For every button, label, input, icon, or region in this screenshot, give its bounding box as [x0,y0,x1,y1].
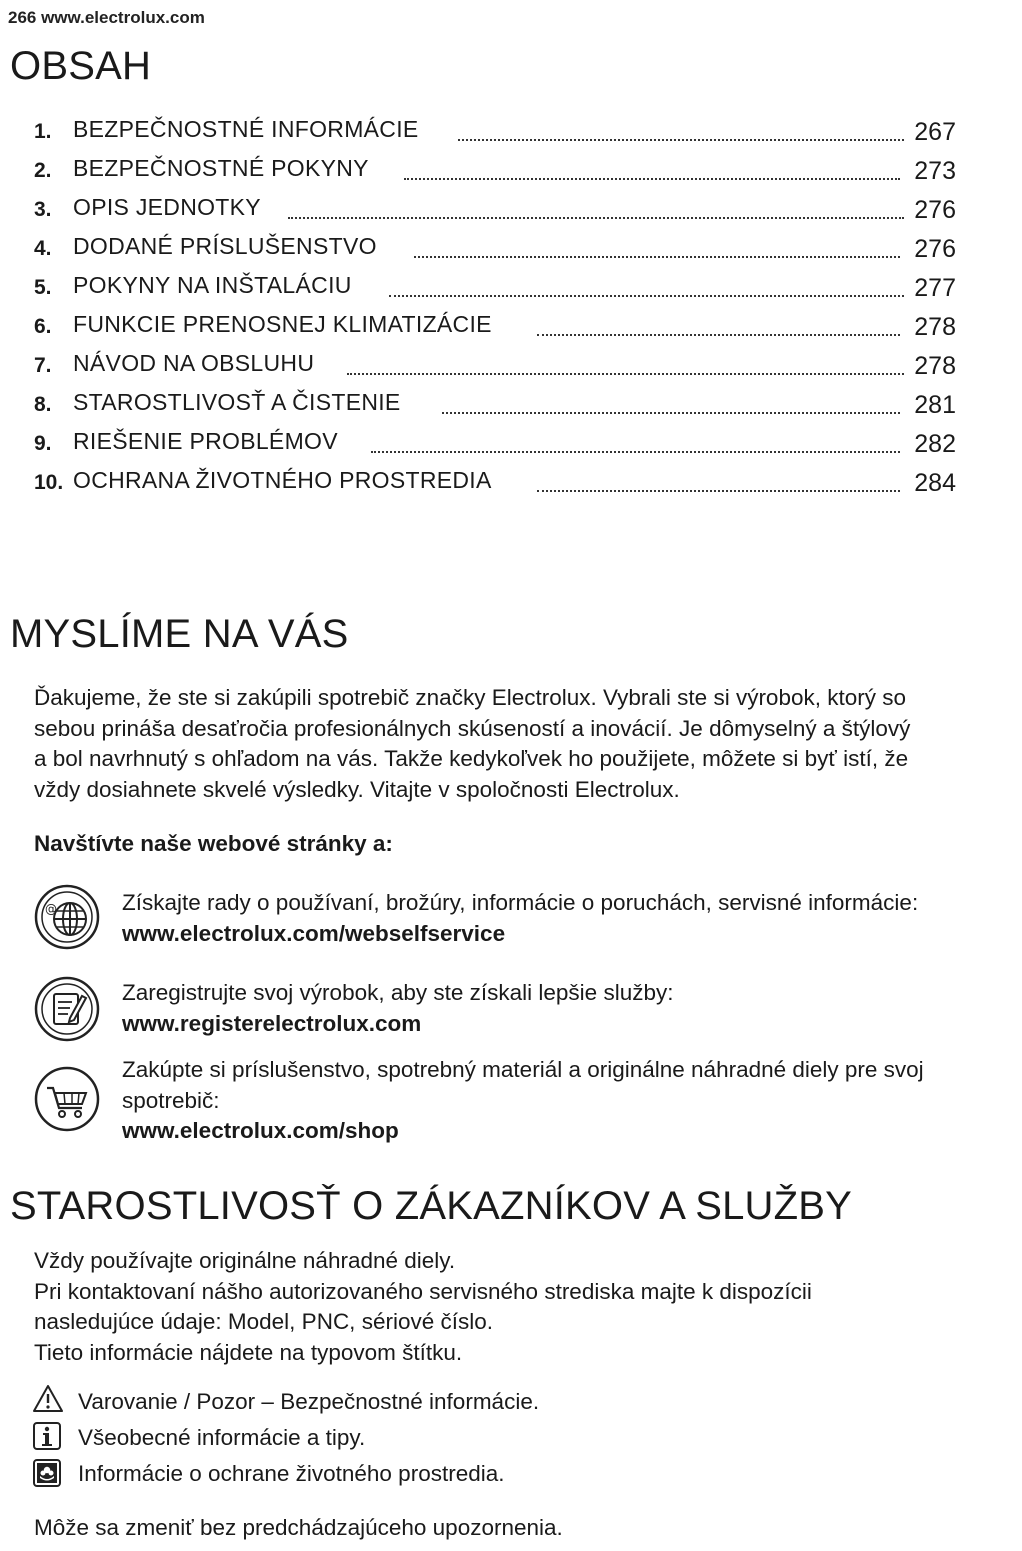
care-line: Vždy používajte originálne náhradné diely. [34,1248,456,1273]
toc-dot-leader [347,359,904,375]
toc-entry-page: 276 [914,196,956,224]
legend-warning-text: Varovanie / Pozor – Bezpečnostné informácie. [78,1389,540,1414]
link-description: Získajte rady o používaní, brožúry, informácie o poruchách, servisné informácie: [122,890,919,915]
toc-entry-number: 8. [34,393,52,416]
toc-entry[interactable] [34,229,956,265]
info-icon [32,1421,64,1451]
toc-entry-number: 3. [34,198,52,221]
toc-dot-leader [442,398,900,414]
toc-entry-title: POKYNY NA INŠTALÁCIU [73,272,352,298]
link-description: Zaregistrujte svoj výrobok, aby ste získali lepšie služby: [122,980,674,1005]
link-item-webselfservice [122,888,1022,949]
register-document-icon [34,976,100,1042]
intro-line: vždy dosiahnete skvelé výsledky. Vitajte v spoločnosti Electrolux. [34,776,680,802]
toc-entry-title: NÁVOD NA OBSLUHU [73,350,315,376]
warning-triangle-icon [32,1384,64,1414]
toc-entry-page: 276 [914,235,956,263]
toc-entry[interactable] [34,424,956,460]
page-header: 266 www.electrolux.com [8,8,205,27]
toc-entry-page: 267 [914,118,956,146]
toc-entry-page: 277 [914,274,956,302]
toc-entry-number: 2. [34,159,52,182]
toc-entry-number: 1. [34,120,52,143]
care-line: Pri kontaktovaní nášho autorizovaného servisného strediska majte k dispozícii [34,1278,812,1304]
toc-entry[interactable] [34,190,956,226]
toc-entry-title: OPIS JEDNOTKY [73,194,261,220]
link-item-register [122,978,1022,1039]
toc-entry-title: RIEŠENIE PROBLÉMOV [73,428,338,454]
toc-entry-page: 284 [914,469,956,497]
link-item-shop [122,1055,1022,1147]
toc-entry-number: 6. [34,315,52,338]
intro-line: a bol navrhnutý s ohľadom na vás. Takže kedykoľvek ho použijete, môžete si byť istí, že [34,746,909,771]
toc-entry[interactable] [34,346,956,382]
toc-entry-page: 278 [914,352,956,380]
toc-entry[interactable] [34,463,956,499]
link-description: spotrebič: [122,1087,220,1113]
toc-entry-title: FUNKCIE PRENOSNEJ KLIMATIZÁCIE [73,311,492,337]
toc-entry[interactable] [34,385,956,421]
svg-text:@: @ [45,902,57,916]
visit-label: Navštívte naše webové stránky a: [34,831,393,856]
intro-line: sebou prináša desaťročia profesionálnych skúseností a inovácií. Je dômyselný a štýlový [34,715,911,741]
toc-dot-leader [288,203,904,219]
toc-dot-leader [537,320,900,336]
care-section-title: STAROSTLIVOSŤ O ZÁKAZNÍKOV A SLUŽBY [10,1184,853,1228]
toc-entry-number: 7. [34,354,52,377]
toc-entry-number: 5. [34,276,52,299]
footer-note: Môže sa zmeniť bez predchádzajúceho upozornenia. [34,1515,563,1540]
thinking-section-title: MYSLÍME NA VÁS [10,612,349,656]
toc-dot-leader [537,476,900,492]
toc-entry-title: STAROSTLIVOSŤ A ČISTENIE [73,389,401,415]
toc-dot-leader [458,125,904,141]
legend-environment-text: Informácie o ochrane životného prostredia. [78,1461,505,1486]
link-description: Zakúpte si príslušenstvo, spotrebný materiál a originálne náhradné diely pre svoj [122,1057,924,1082]
toc-entry-title: BEZPEČNOSTNÉ INFORMÁCIE [73,116,419,142]
toc-entry-title: DODANÉ PRÍSLUŠENSTVO [73,233,377,259]
toc-entry-number: 9. [34,432,52,455]
care-line: nasledujúce údaje: Model, PNC, sériové číslo. [34,1309,493,1334]
toc-entry-number: 10. [34,471,64,494]
intro-line: Ďakujeme, že ste si zakúpili spotrebič značky Electrolux. Vybrali ste si výrobok, ktorý so [34,685,906,710]
care-line: Tieto informácie nájdete na typovom štítku. [34,1339,463,1365]
toc-entry[interactable] [34,268,956,304]
toc-entry-page: 281 [914,391,956,419]
toc-dot-leader [404,164,900,180]
shopping-cart-icon [34,1066,100,1132]
thinking-intro [34,683,1014,805]
web-globe-icon [34,884,100,950]
link-url[interactable]: www.electrolux.com/webselfservice [122,920,506,946]
toc-entry-title: BEZPEČNOSTNÉ POKYNY [73,155,369,181]
link-url[interactable]: www.electrolux.com/shop [122,1118,399,1143]
legend-info-text: Všeobecné informácie a tipy. [78,1425,366,1450]
toc-entry-page: 278 [914,313,956,341]
care-intro [34,1246,1014,1368]
toc-dot-leader [414,242,900,258]
toc-entry-page: 273 [914,157,956,185]
toc-title: OBSAH [10,44,152,88]
toc-entry[interactable] [34,151,956,187]
toc-entry-page: 282 [914,430,956,458]
toc-entry[interactable] [34,307,956,343]
toc-entry-title: OCHRANA ŽIVOTNÉHO PROSTREDIA [73,467,492,493]
toc-dot-leader [389,281,904,297]
toc-entry-number: 4. [34,237,52,260]
toc-dot-leader [371,437,900,453]
environment-flower-icon [32,1458,64,1488]
link-url[interactable]: www.registerelectrolux.com [122,1010,422,1036]
toc-entry[interactable] [34,112,956,148]
